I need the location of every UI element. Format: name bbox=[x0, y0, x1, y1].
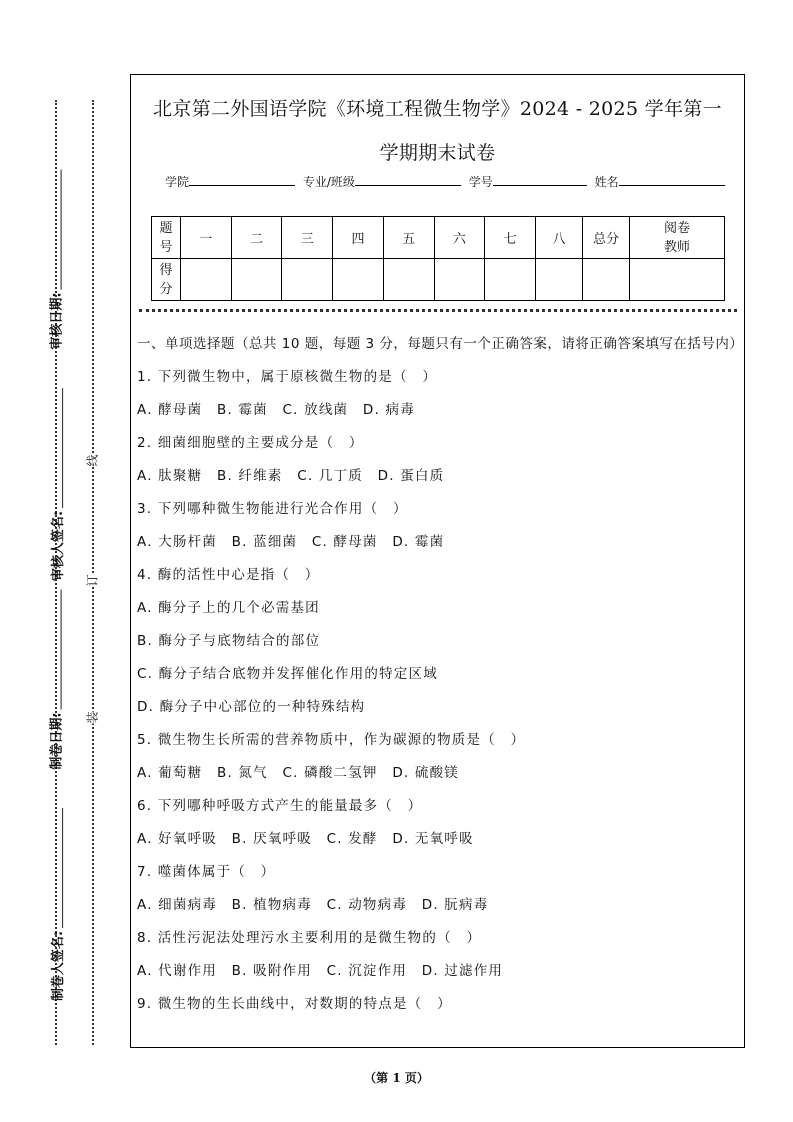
option-line: A. 酵母菌 B. 霉菌 C. 放线菌 D. 病毒 bbox=[137, 402, 415, 418]
binding-char-bind: 装 bbox=[82, 711, 103, 723]
score-cell[interactable] bbox=[282, 259, 333, 301]
score-table-score-row bbox=[152, 259, 725, 301]
option-line: A. 大肠杆菌 B. 蓝细菌 C. 酵母菌 D. 霉菌 bbox=[137, 534, 445, 550]
col-7: 七 bbox=[485, 217, 536, 259]
option-line: A. 细菌病毒 B. 植物病毒 C. 动物病毒 D. 朊病毒 bbox=[137, 897, 489, 913]
question-line: 7. 噬菌体属于（ ） bbox=[137, 864, 276, 880]
col-6: 六 bbox=[434, 217, 485, 259]
prepare-date-label: 制卷日期: bbox=[46, 589, 65, 769]
college-field[interactable] bbox=[189, 173, 295, 186]
score-cell[interactable] bbox=[333, 259, 384, 301]
college-label: 学院 bbox=[165, 175, 190, 189]
exam-frame bbox=[130, 74, 745, 1048]
col-5: 五 bbox=[383, 217, 434, 259]
score-cell[interactable] bbox=[231, 259, 282, 301]
option-line: A. 葡萄糖 B. 氮气 C. 磷酸二氢钾 D. 硫酸镁 bbox=[137, 765, 460, 781]
name-label: 姓名 bbox=[594, 175, 619, 189]
col-1: 一 bbox=[181, 217, 232, 259]
dotted-separator bbox=[139, 309, 737, 312]
student-id-field[interactable] bbox=[493, 173, 587, 186]
score-cell-total[interactable] bbox=[583, 259, 630, 301]
col-3: 三 bbox=[282, 217, 333, 259]
question-number-label: 题 号 bbox=[152, 217, 181, 259]
score-cell[interactable] bbox=[485, 259, 536, 301]
student-info-row bbox=[165, 173, 729, 190]
question-line: 1. 下列微生物中，属于原核微生物的是（ ） bbox=[137, 369, 438, 385]
option-line: A. 代谢作用 B. 吸附作用 C. 沉淀作用 D. 过滤作用 bbox=[137, 963, 504, 979]
question-line: 5. 微生物生长所需的营养物质中，作为碳源的物质是（ ） bbox=[137, 732, 526, 748]
major-field[interactable] bbox=[355, 173, 461, 186]
option-line: D. 酶分子中心部位的一种特殊结构 bbox=[137, 699, 366, 715]
score-cell[interactable] bbox=[434, 259, 485, 301]
section-1-content bbox=[137, 333, 744, 1021]
score-cell[interactable] bbox=[181, 259, 232, 301]
option-line: B. 酶分子与底物结合的部位 bbox=[137, 633, 321, 649]
option-line: A. 肽聚糖 B. 纤维素 C. 几丁质 D. 蛋白质 bbox=[137, 468, 445, 484]
option-line: A. 好氧呼吸 B. 厌氧呼吸 C. 发酵 D. 无氧呼吸 bbox=[137, 831, 474, 847]
dotted-line-inner bbox=[92, 100, 94, 1045]
review-date-label: 审核日期: bbox=[46, 169, 65, 349]
score-cell[interactable] bbox=[536, 259, 583, 301]
name-field[interactable] bbox=[619, 173, 725, 186]
major-label: 专业/班级 bbox=[302, 175, 355, 189]
page-number: （第 1 页） bbox=[364, 1071, 429, 1085]
col-2: 二 bbox=[231, 217, 282, 259]
binding-char-staple: 订 bbox=[82, 574, 103, 586]
exam-title: 北京第二外国语学院《环境工程微生物学》2024 - 2025 学年第一 学期期末试卷 bbox=[153, 98, 722, 164]
col-grader: 阅卷 教师 bbox=[630, 217, 725, 259]
binding-char-line: 线 bbox=[82, 454, 103, 466]
score-cell[interactable] bbox=[383, 259, 434, 301]
question-line: 9. 微生物的生长曲线中，对数期的特点是（ ） bbox=[137, 996, 452, 1012]
question-line: 8. 活性污泥法处理污水主要利用的是微生物的（ ） bbox=[137, 930, 482, 946]
preparer-signature-label: 制卷人签名: bbox=[47, 808, 66, 1001]
section-1-heading: 一、单项选择题（总共 10 题，每题 3 分，每题只有一个正确答案，请将正确答案填写在括号内） bbox=[137, 336, 744, 352]
question-line: 6. 下列哪种呼吸方式产生的能量最多（ ） bbox=[137, 798, 423, 814]
score-cell-grader[interactable] bbox=[630, 259, 725, 301]
score-table bbox=[151, 216, 725, 301]
col-8: 八 bbox=[536, 217, 583, 259]
score-label: 得 分 bbox=[152, 259, 181, 301]
question-line: 2. 细菌细胞壁的主要成分是（ ） bbox=[137, 435, 364, 451]
student-id-label: 学号 bbox=[468, 175, 493, 189]
question-line: 4. 酶的活性中心是指（ ） bbox=[137, 567, 320, 583]
score-table-header-row bbox=[152, 217, 725, 259]
col-total: 总分 bbox=[583, 217, 630, 259]
reviewer-signature-label: 审核人签名: bbox=[47, 388, 66, 581]
col-4: 四 bbox=[333, 217, 384, 259]
option-line: C. 酶分子结合底物并发挥催化作用的特定区域 bbox=[137, 666, 438, 682]
question-line: 3. 下列哪种微生物能进行光合作用（ ） bbox=[137, 501, 408, 517]
option-line: A. 酶分子上的几个必需基团 bbox=[137, 600, 320, 616]
